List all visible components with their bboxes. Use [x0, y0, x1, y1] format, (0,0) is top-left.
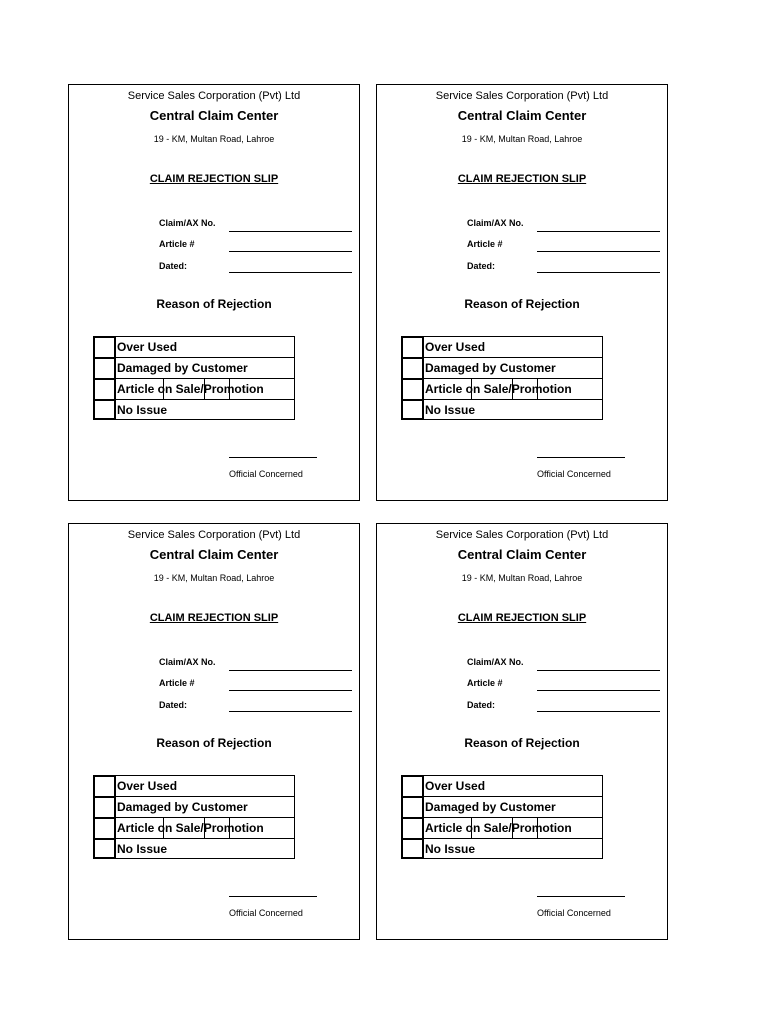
reason-row-no-issue — [401, 838, 602, 859]
reason-title: Reason of Rejection — [464, 297, 580, 311]
article-number-line[interactable] — [537, 690, 660, 691]
company-name: Service Sales Corporation (Pvt) Ltd — [127, 90, 301, 102]
reason-label: No Issue — [423, 838, 603, 859]
claim-number-label: Claim/AX No. — [159, 218, 216, 228]
checkbox-no-issue[interactable] — [401, 399, 424, 420]
grid-line — [471, 378, 472, 399]
company-name: Service Sales Corporation (Pvt) Ltd — [435, 529, 609, 541]
dated-line[interactable] — [537, 272, 660, 273]
reason-label: Damaged by Customer — [115, 796, 295, 817]
checkbox-no-issue[interactable] — [93, 838, 116, 859]
article-number-label: Article # — [159, 678, 195, 688]
address: 19 - KM, Multan Road, Lahroe — [461, 573, 583, 583]
checkbox-damaged[interactable] — [401, 796, 424, 817]
center-title: Central Claim Center — [457, 108, 587, 123]
reason-row-sale — [401, 817, 602, 838]
signature-label: Official Concerned — [229, 469, 303, 479]
grid-line — [229, 378, 230, 399]
slip-title: CLAIM REJECTION SLIP — [457, 173, 587, 185]
reason-row-over-used — [401, 336, 602, 357]
checkbox-damaged[interactable] — [93, 796, 116, 817]
checkbox-sale[interactable] — [401, 378, 424, 399]
claim-number-label: Claim/AX No. — [467, 218, 524, 228]
slip-title: CLAIM REJECTION SLIP — [149, 612, 279, 624]
reason-label: Over Used — [423, 336, 603, 357]
checkbox-no-issue[interactable] — [93, 399, 116, 420]
signature-line[interactable] — [537, 896, 625, 897]
reason-row-no-issue — [93, 399, 294, 420]
reason-label: Damaged by Customer — [423, 357, 603, 378]
signature-label: Official Concerned — [229, 908, 303, 918]
grid-line — [204, 817, 205, 838]
checkbox-no-issue[interactable] — [401, 838, 424, 859]
grid-line — [512, 817, 513, 838]
checkbox-sale[interactable] — [93, 817, 116, 838]
checkbox-over-used[interactable] — [93, 336, 116, 357]
reason-table — [401, 336, 602, 420]
grid-line — [471, 817, 472, 838]
reason-title: Reason of Rejection — [156, 297, 272, 311]
checkbox-damaged[interactable] — [93, 357, 116, 378]
article-number-line[interactable] — [537, 251, 660, 252]
article-number-label: Article # — [467, 239, 503, 249]
reason-label: No Issue — [423, 399, 603, 420]
claim-number-line[interactable] — [537, 670, 660, 671]
grid-line — [512, 378, 513, 399]
grid-line — [537, 378, 538, 399]
claim-rejection-slip-4 — [376, 523, 668, 940]
signature-label: Official Concerned — [537, 469, 611, 479]
reason-label: No Issue — [115, 838, 295, 859]
reason-label: No Issue — [115, 399, 295, 420]
article-number-label: Article # — [159, 239, 195, 249]
claim-number-line[interactable] — [229, 231, 352, 232]
checkbox-over-used[interactable] — [401, 336, 424, 357]
signature-line[interactable] — [229, 457, 317, 458]
signature-label: Official Concerned — [537, 908, 611, 918]
grid-line — [204, 378, 205, 399]
reason-row-damaged — [93, 796, 294, 817]
reason-label: Damaged by Customer — [115, 357, 295, 378]
center-title: Central Claim Center — [457, 547, 587, 562]
reason-row-over-used — [93, 775, 294, 796]
reason-row-damaged — [401, 357, 602, 378]
reason-row-over-used — [93, 336, 294, 357]
checkbox-over-used[interactable] — [93, 775, 116, 796]
dated-label: Dated: — [159, 700, 188, 710]
article-number-label: Article # — [467, 678, 503, 688]
reason-table — [93, 336, 294, 420]
reason-table — [93, 775, 294, 859]
address: 19 - KM, Multan Road, Lahroe — [153, 573, 275, 583]
reason-row-no-issue — [93, 838, 294, 859]
checkbox-damaged[interactable] — [401, 357, 424, 378]
checkbox-sale[interactable] — [93, 378, 116, 399]
reason-label: Damaged by Customer — [423, 796, 603, 817]
address: 19 - KM, Multan Road, Lahroe — [461, 134, 583, 144]
checkbox-over-used[interactable] — [401, 775, 424, 796]
company-name: Service Sales Corporation (Pvt) Ltd — [127, 529, 301, 541]
company-name: Service Sales Corporation (Pvt) Ltd — [435, 90, 609, 102]
reason-title: Reason of Rejection — [464, 736, 580, 750]
dated-label: Dated: — [467, 261, 496, 271]
reason-table — [401, 775, 602, 859]
checkbox-sale[interactable] — [401, 817, 424, 838]
article-number-line[interactable] — [229, 690, 352, 691]
reason-row-sale — [401, 378, 602, 399]
dated-line[interactable] — [229, 272, 352, 273]
article-number-line[interactable] — [229, 251, 352, 252]
slip-title: CLAIM REJECTION SLIP — [457, 612, 587, 624]
reason-label: Over Used — [115, 775, 295, 796]
reason-row-damaged — [93, 357, 294, 378]
reason-label: Over Used — [423, 775, 603, 796]
reason-row-damaged — [401, 796, 602, 817]
dated-label: Dated: — [159, 261, 188, 271]
claim-rejection-slip-3 — [68, 523, 360, 940]
reason-title: Reason of Rejection — [156, 736, 272, 750]
signature-line[interactable] — [537, 457, 625, 458]
center-title: Central Claim Center — [149, 108, 279, 123]
claim-number-line[interactable] — [229, 670, 352, 671]
reason-label: Article on Sale/Promotion — [115, 378, 295, 399]
grid-line — [537, 817, 538, 838]
grid-line — [163, 378, 164, 399]
claim-number-label: Claim/AX No. — [159, 657, 216, 667]
address: 19 - KM, Multan Road, Lahroe — [153, 134, 275, 144]
reason-row-sale — [93, 378, 294, 399]
reason-row-no-issue — [401, 399, 602, 420]
reason-row-sale — [93, 817, 294, 838]
grid-line — [229, 817, 230, 838]
reason-label: Article on Sale/Promotion — [423, 378, 603, 399]
dated-label: Dated: — [467, 700, 496, 710]
dated-line[interactable] — [229, 711, 352, 712]
signature-line[interactable] — [229, 896, 317, 897]
reason-row-over-used — [401, 775, 602, 796]
claim-number-label: Claim/AX No. — [467, 657, 524, 667]
center-title: Central Claim Center — [149, 547, 279, 562]
grid-line — [163, 817, 164, 838]
claim-rejection-slip-1 — [68, 84, 360, 501]
slip-title: CLAIM REJECTION SLIP — [149, 173, 279, 185]
claim-number-line[interactable] — [537, 231, 660, 232]
reason-label: Over Used — [115, 336, 295, 357]
reason-label: Article on Sale/Promotion — [115, 817, 295, 838]
dated-line[interactable] — [537, 711, 660, 712]
claim-rejection-slip-2 — [376, 84, 668, 501]
reason-label: Article on Sale/Promotion — [423, 817, 603, 838]
